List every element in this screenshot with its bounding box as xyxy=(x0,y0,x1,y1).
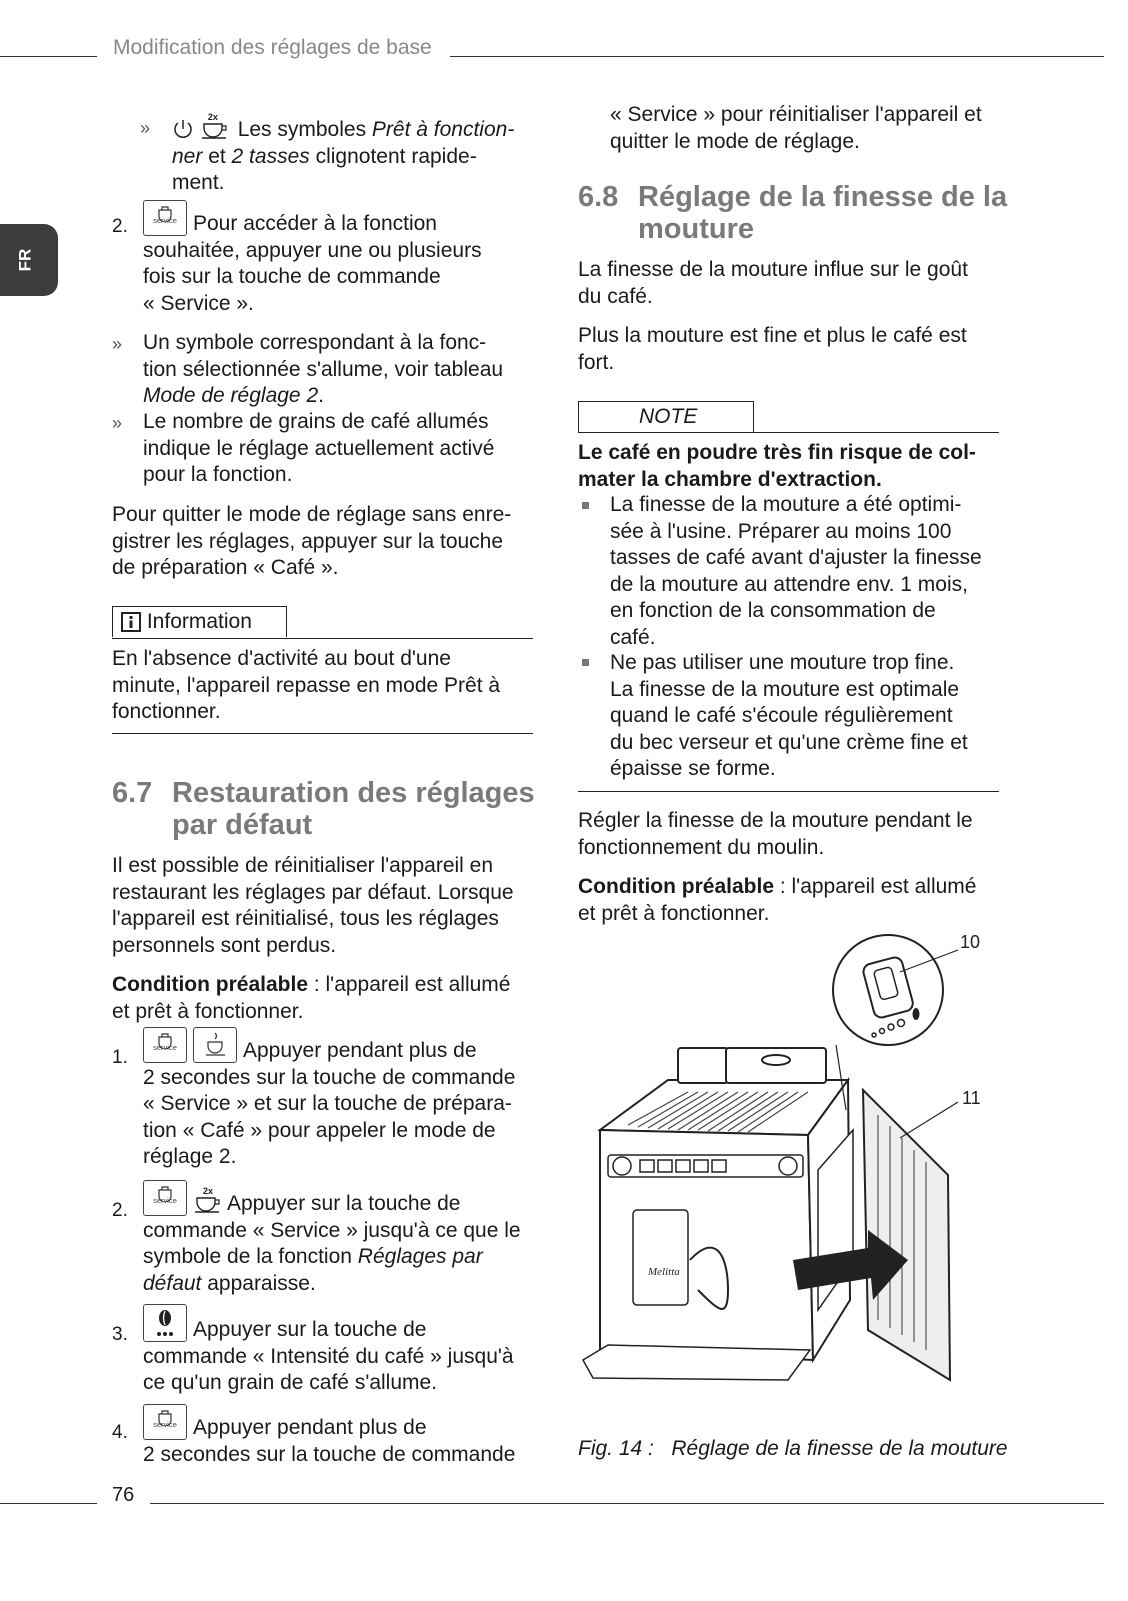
text-italic: Mode de réglage 2 xyxy=(143,384,319,407)
language-tab xyxy=(0,224,58,296)
service-key-icon xyxy=(143,200,187,236)
text: fort. xyxy=(578,350,615,374)
power-icon xyxy=(172,118,194,140)
step-access-function xyxy=(143,200,543,317)
text: Régler la finesse de la mouture pendant le xyxy=(578,809,973,832)
section-title: par défaut xyxy=(172,809,313,841)
text: sée à l'usine. Préparer au moins 100 xyxy=(610,519,952,543)
text-bold: mater la chambre d'extraction. xyxy=(578,467,882,491)
text: clignotent rapide- xyxy=(309,144,477,168)
text: commande « Service » jusqu'à ce que le xyxy=(143,1218,521,1242)
text: café. xyxy=(610,625,656,649)
text: et prêt à fonctionner. xyxy=(112,999,304,1023)
section-title: Réglage de la finesse de la xyxy=(638,181,1008,213)
text: Plus la mouture est fine et plus le café est xyxy=(578,324,967,347)
text: ce qu'un grain de café s'allume. xyxy=(143,1371,438,1394)
service-key-label: service xyxy=(153,215,177,225)
info-text xyxy=(112,646,537,726)
text: « Service » pour réinitialiser l'appareil et xyxy=(610,103,982,126)
step-3-intensity xyxy=(143,1304,543,1397)
text: tion sélectionnée s'allume, voir tableau xyxy=(143,357,504,381)
text: Appuyer sur la touche de xyxy=(193,1318,427,1341)
text: restaurant les réglages par défaut. Lorsque xyxy=(112,880,514,904)
service-key-label: service xyxy=(153,1042,177,1052)
service-key-label: service xyxy=(153,1195,177,1205)
text: La finesse de la mouture a été optimi- xyxy=(610,493,962,516)
two-x-label: 2x xyxy=(203,1186,214,1196)
text-italic: ner xyxy=(172,144,203,168)
text: « Service » et sur la touche de prépara- xyxy=(143,1092,512,1115)
text-italic: 2 tasses xyxy=(231,144,310,168)
section-number: 6.8 xyxy=(578,181,619,213)
text: réglage 2. xyxy=(143,1145,237,1168)
text: 2 secondes sur la touche de commande xyxy=(143,1065,516,1089)
bullet-symbols-blink xyxy=(172,114,542,197)
figure-caption xyxy=(578,1437,1008,1461)
note-label-text: NOTE xyxy=(639,405,698,428)
grind-intro xyxy=(578,257,1008,310)
figure-14-coffee-machine xyxy=(578,930,998,1410)
section-title: mouture xyxy=(638,213,754,245)
grind-adjust-text xyxy=(578,808,1008,861)
text: : l'appareil est allumé xyxy=(308,973,511,996)
square-bullet xyxy=(582,659,589,666)
footer-rule-right xyxy=(150,1503,1104,1504)
step-1-reset xyxy=(143,1027,543,1171)
quit-paragraph xyxy=(112,502,542,582)
continuation-text xyxy=(610,102,1010,155)
text: minute, l'appareil repasse en mode Prêt à xyxy=(112,673,501,697)
text: en fonction de la consommation de xyxy=(610,599,936,622)
info-box-label xyxy=(112,606,287,637)
intensity-key-icon xyxy=(143,1304,187,1342)
text: fonctionner. xyxy=(112,700,221,723)
text: tasses de café avant d'ajuster la finesse xyxy=(610,546,982,569)
brand-logo: Melitta xyxy=(648,1266,680,1278)
coffee-key-icon xyxy=(193,1027,237,1063)
text-bold: Le café en poudre très fin risque de col- xyxy=(578,441,976,464)
step-number: 3. xyxy=(112,1324,128,1345)
note-warning xyxy=(578,440,1003,493)
text: Le nombre de grains de café allumés xyxy=(143,410,489,433)
text: Pour quitter le mode de réglage sans enre- xyxy=(112,503,512,526)
text: épaisse se forme. xyxy=(610,757,776,780)
text: du bec verseur et qu'une crème fine et xyxy=(610,730,968,754)
text: Un symbole correspondant à la fonc- xyxy=(143,331,487,354)
text-bold: Condition préalable xyxy=(578,875,775,898)
text: Appuyer pendant plus de xyxy=(193,1416,427,1439)
note-bottom-rule xyxy=(578,791,999,792)
section-6-7-heading xyxy=(112,777,542,841)
precondition-left xyxy=(112,972,542,1025)
text: fois sur la touche de commande xyxy=(143,265,441,288)
text: personnels sont perdus. xyxy=(112,933,337,957)
text: Il est possible de réinitialiser l'appareil en xyxy=(112,854,494,877)
two-cups-icon xyxy=(200,114,232,140)
result-marker: » xyxy=(112,334,123,354)
grind-strength xyxy=(578,323,1008,376)
section-number: 6.7 xyxy=(112,777,153,809)
text: . xyxy=(318,384,324,407)
precondition-right xyxy=(578,874,1008,927)
page-number: 76 xyxy=(112,1484,135,1506)
result-beans-lit xyxy=(143,409,543,489)
text: Appuyer sur la touche de xyxy=(227,1192,461,1215)
text: symbole de la fonction xyxy=(143,1245,358,1268)
service-key-icon xyxy=(143,1180,187,1216)
text-bold: Condition préalable xyxy=(112,973,309,996)
text: 2 secondes sur la touche de commande xyxy=(143,1442,516,1466)
text: du café. xyxy=(578,284,653,308)
text: et prêt à fonctionner. xyxy=(578,901,770,925)
text: indique le réglage actuellement activé xyxy=(143,436,495,460)
info-bottom-rule xyxy=(112,733,533,734)
info-icon xyxy=(121,612,141,632)
header-rule-left xyxy=(0,56,97,57)
service-key-icon xyxy=(143,1027,187,1063)
text: gistrer les réglages, appuyer sur la touche xyxy=(112,529,504,553)
note-bullet-factory xyxy=(610,492,1010,651)
callout-11: 11 xyxy=(962,1088,981,1108)
text: souhaitée, appuyer une ou plusieurs xyxy=(143,238,482,262)
text: Pour accéder à la fonction xyxy=(193,212,437,235)
service-key-label: service xyxy=(153,1419,177,1429)
text-italic: Réglages par xyxy=(357,1245,483,1268)
text: commande « Intensité du café » jusqu'à xyxy=(143,1344,514,1368)
text: Ne pas utiliser une mouture trop fine. xyxy=(610,651,955,674)
text-italic: Prêt à fonction- xyxy=(371,118,515,141)
text: ment. xyxy=(172,171,225,194)
text: La finesse de la mouture est optimale xyxy=(610,677,960,701)
text: « Service ». xyxy=(143,291,254,315)
text: l'appareil est réinitialisé, tous les réglages xyxy=(112,907,499,930)
text: et xyxy=(202,144,232,168)
section-6-8-heading xyxy=(578,181,1008,245)
section-title: Restauration des réglages xyxy=(172,777,535,809)
note-bullet-too-fine xyxy=(610,650,1010,783)
text: de la mouture au attendre env. 1 mois, xyxy=(610,572,968,596)
result-marker: » xyxy=(140,118,151,138)
text: quand le café s'écoule régulièrement xyxy=(610,704,953,727)
caption-text: Réglage de la finesse de la mouture xyxy=(671,1437,1008,1460)
square-bullet xyxy=(582,502,589,509)
result-marker: » xyxy=(112,413,123,433)
info-top-rule xyxy=(112,638,533,639)
note-box-label xyxy=(578,401,754,432)
text: Appuyer pendant plus de xyxy=(243,1039,477,1062)
text: quitter le mode de réglage. xyxy=(610,129,860,153)
step-number: 2. xyxy=(112,1200,128,1221)
text-italic: défaut xyxy=(143,1271,202,1295)
footer-rule-left xyxy=(0,1503,97,1504)
running-header: Modification des réglages de base xyxy=(113,36,432,59)
text: tion « Café » pour appeler le mode de xyxy=(143,1118,496,1142)
caption-number: Fig. 14 : xyxy=(578,1437,654,1460)
service-key-icon xyxy=(143,1404,187,1440)
language-label: FR xyxy=(15,248,35,272)
step-2-service xyxy=(143,1180,543,1297)
text: : l'appareil est allumé xyxy=(774,875,977,898)
step-number: 4. xyxy=(112,1422,128,1443)
step-4-hold xyxy=(143,1404,543,1468)
text: apparaisse. xyxy=(201,1271,316,1295)
text: Les symboles xyxy=(237,118,372,141)
text: de préparation « Café ». xyxy=(112,556,339,579)
step-number: 2. xyxy=(112,216,128,237)
text: En l'absence d'activité au bout d'une xyxy=(112,647,451,670)
callout-10: 10 xyxy=(960,932,981,952)
header-rule-right xyxy=(450,56,1104,57)
two-cups-icon xyxy=(193,1188,227,1214)
step-number: 1. xyxy=(112,1047,128,1068)
text: fonctionnement du moulin. xyxy=(578,835,825,859)
info-label-text: Information xyxy=(146,610,252,633)
text: La finesse de la mouture influe sur le goût xyxy=(578,258,968,281)
section-6-7-intro xyxy=(112,853,542,959)
text: pour la fonction. xyxy=(143,463,293,486)
note-top-rule xyxy=(578,432,999,433)
result-symbol-lights xyxy=(143,330,543,410)
two-x-label: 2x xyxy=(207,112,218,122)
